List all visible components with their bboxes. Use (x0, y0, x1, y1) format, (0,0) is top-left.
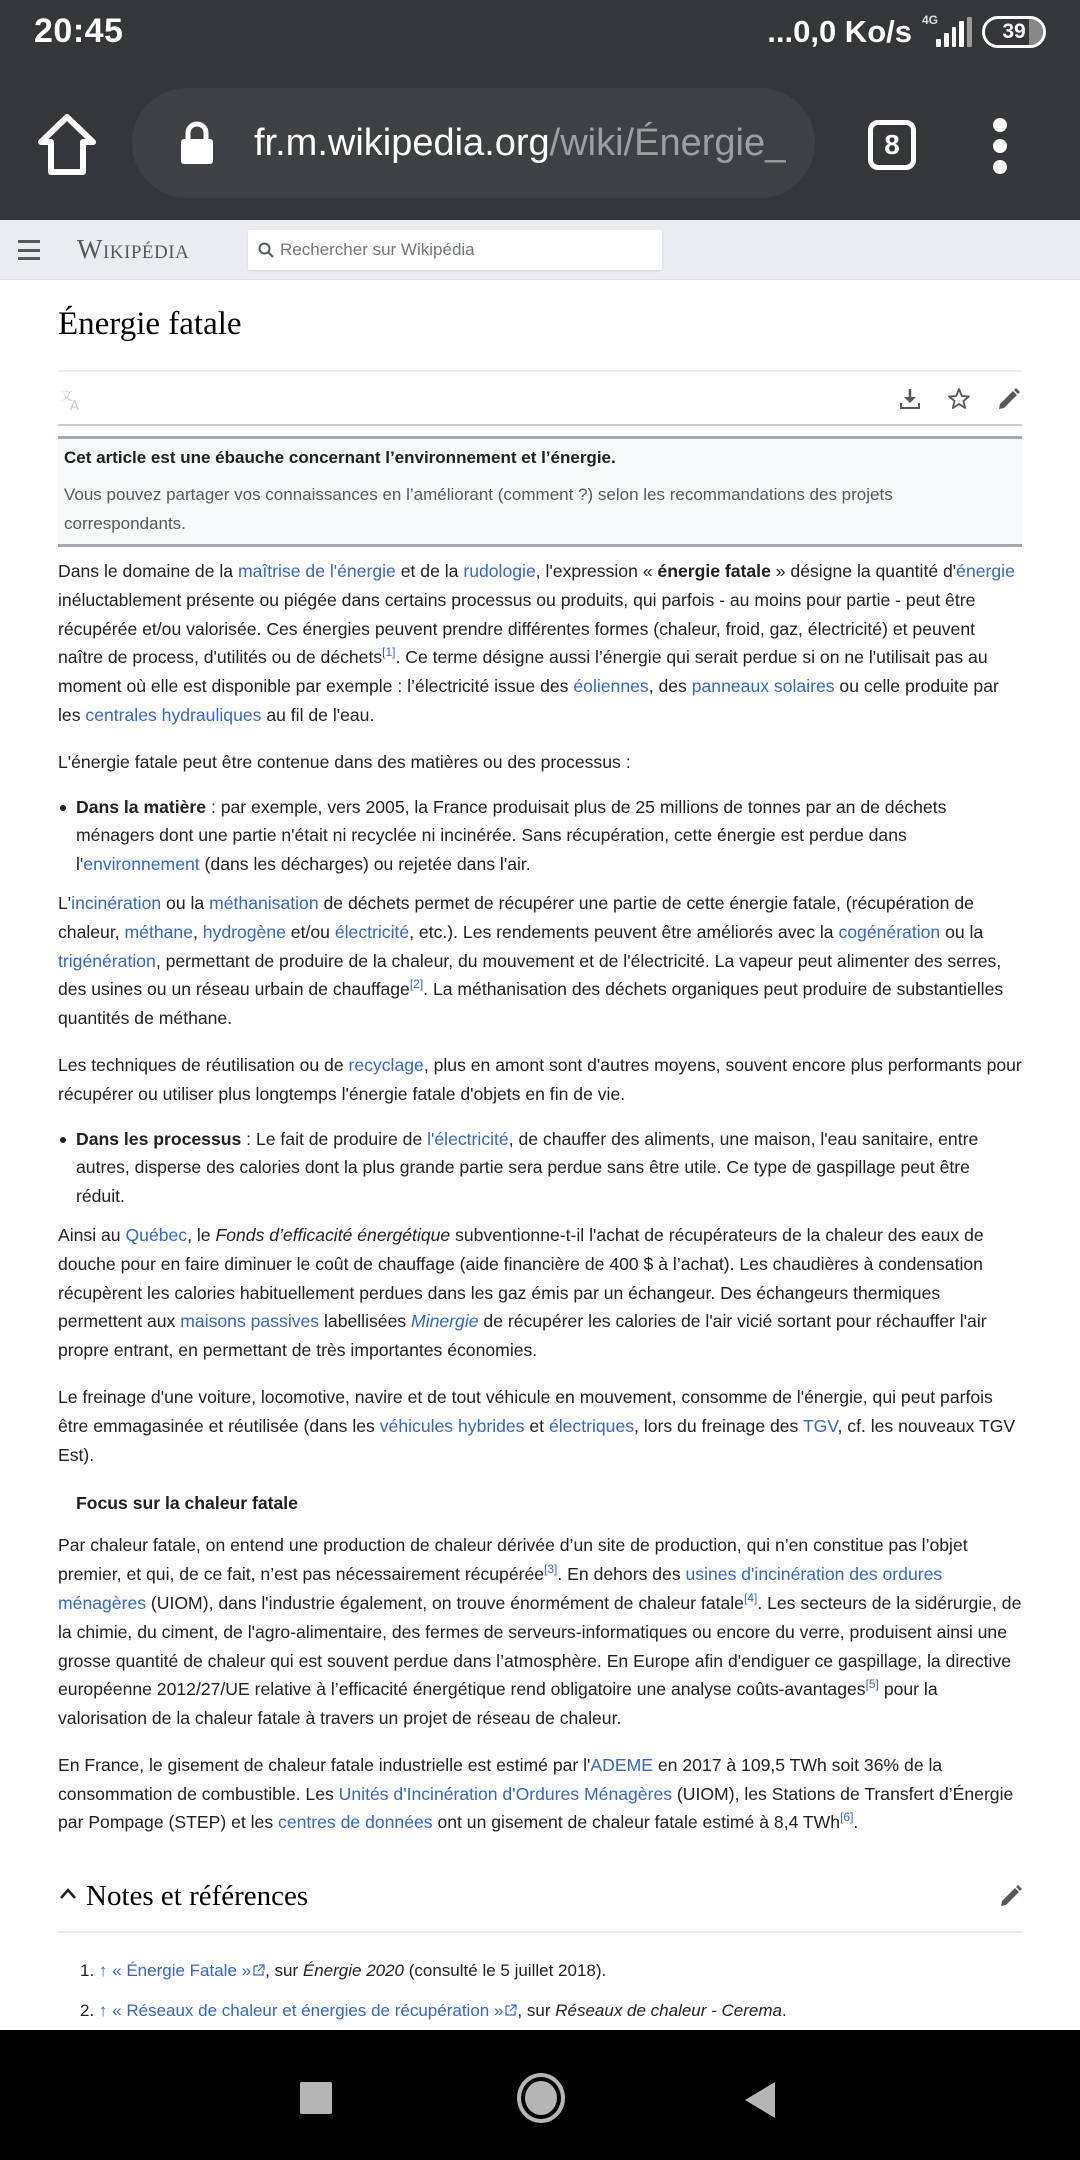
link-maitrise-energie[interactable]: maîtrise de l'énergie (237, 561, 396, 581)
paragraph-contenue: L'énergie fatale peut être contenue dans des matières ou des processus : (58, 751, 631, 772)
status-bar (0, 0, 1080, 70)
back-link[interactable]: ↑ (98, 2001, 108, 2021)
main-menu-button[interactable] (18, 240, 40, 260)
ref-3[interactable]: [3] (544, 1562, 558, 1577)
recent-apps-button[interactable] (300, 2082, 332, 2114)
paragraph-intro: Dans le domaine de la maîtrise de l'énergie et de la rudologie, l'expression « énergie fatale » désigne la quantité d'énergie inéluctablement présente ou piégée dans certains processus ou produits, qui parfois - au moins pour partie - peut être récupérée et/ou valorisée. Ces énergies peuvent prendre différentes formes (chaleur, froid, gaz, électricité) et peuvent naître de process, d'utilités ou de déchets[1]. Ce terme désigne aussi l’énergie qui serait perdue si on ne l'utilisait pas au moment où elle est disponible par exemple : l’électricité issue des éoliennes, des panneaux solaires ou celle produite par les centrales hydrauliques au fil de l'eau. (58, 561, 1015, 725)
download-icon (898, 386, 922, 412)
wiki-header (0, 220, 1080, 280)
signal-icon (922, 13, 972, 47)
search-input[interactable] (280, 240, 640, 260)
back-link[interactable]: ↑ (98, 1961, 108, 1981)
link-incineration[interactable]: incinération (71, 892, 162, 913)
svg-text:文: 文 (60, 389, 74, 404)
wikipedia-logo[interactable]: Wikipédia (77, 234, 190, 264)
edit-pencil-icon (998, 1883, 1022, 1909)
page-actions-bar (58, 370, 1022, 426)
network-type: 4G (922, 13, 939, 27)
link-hydrogene[interactable]: hydrogène (202, 921, 286, 942)
paragraph-chaleur-fatale: Par chaleur fatale, on entend une production de chaleur dérivée d’un site de production, qui n’en constitue pas l’objet premier, et qui, de ce fait, n’est pas nécessairement récupérée[3]. En dehors des usines d'incinération des ordures ménagères (UIOM), dans l'industrie également, on trouve énormément de chaleur fatale[4]. Les secteurs de la sidérurgie, de la chimie, du ciment, de l'agro-alimentaire, des fermes de serveurs-informatiques ou encore du verre, produisent ainsi une grosse quantité de chaleur qui est souvent perdue dans l’atmosphère. En Europe afin d'endiguer ce gaspillage, la directive européenne 2012/27/UE relative à l’efficacité énergétique rend obligatoire une analyse coûts-avantages[5] pour la valorisation de la chaleur fatale à travers un projet de réseau de chaleur. (58, 1535, 1022, 1729)
url-text[interactable] (254, 122, 786, 165)
ref-4[interactable]: [4] (743, 1590, 758, 1605)
home-nav-button[interactable] (517, 2073, 565, 2123)
link-energie[interactable]: énergie (956, 561, 1015, 581)
battery-level: 39 (1002, 20, 1026, 43)
reference-link[interactable]: « Énergie Fatale » (112, 1961, 252, 1981)
reference-item: 2. ↑ « Réseaux de chaleur et énergies de récupération » , sur Réseaux de chaleur - Cerema. (80, 2001, 787, 2021)
address-bar[interactable] (132, 88, 815, 198)
external-link-icon (253, 1964, 265, 1976)
back-button[interactable] (745, 2082, 775, 2118)
tab-switcher-button[interactable]: 8 (868, 120, 916, 170)
link-trigeneration[interactable]: trigénération (58, 950, 156, 971)
page-title: Énergie fatale (58, 306, 242, 342)
link-centres-donnees[interactable]: centres de données (278, 1812, 433, 1833)
link-rudologie[interactable]: rudologie (463, 561, 536, 581)
url-path: /wiki/Énergie_ (549, 121, 787, 164)
section-title: Notes et références (86, 1880, 309, 1913)
watch-button[interactable] (947, 386, 971, 412)
link-electriques[interactable]: électriques (548, 1415, 635, 1436)
reference-item: 1. ↑ « Énergie Fatale » , sur Énergie 2020 (consulté le 5 juillet 2018). (80, 1961, 607, 1981)
browser-toolbar (0, 70, 1080, 220)
link-minergie[interactable]: Minergie (411, 1311, 479, 1332)
system-nav-bar (0, 2030, 1080, 2160)
network-speed: ...0,0 Ko/s (767, 14, 912, 49)
edit-button[interactable] (996, 386, 1020, 412)
link-uiom[interactable]: Unités d'Incinération d'Ordures Ménagères (338, 1783, 673, 1804)
hamburger-icon (18, 240, 40, 243)
bullet-list-processus (58, 1125, 1022, 1211)
chevron-up-icon (58, 1885, 78, 1905)
link-electricite[interactable]: électricité (334, 921, 410, 942)
link-methane[interactable]: méthane (124, 921, 193, 942)
reference-link[interactable]: « Réseaux de chaleur et énergies de récupération » (112, 2001, 504, 2021)
search-icon (258, 242, 274, 258)
list-item: Dans la matière : par exemple, vers 2005, la France produisait plus de 25 millions de tonnes par an de déchets ménagers dont une partie n'était ni recyclée ni incinérée. Sans récupération, cette énergie est perdue dans l'environnement (dans les décharges) ou rejetée dans l'air. (58, 793, 1022, 879)
paragraph-france: En France, le gisement de chaleur fatale industrielle est estimé par l'ADEME en 2017 à 109,5 TWh soit 36% de la consommation de combustible. Les Unités d'Incinération d'Ordures Ménagères (UIOM), les Stations de Transfert d’Énergie par Pompage (STEP) et les centres de données ont un gisement de chaleur fatale estimé à 8,4 TWh[6]. (58, 1754, 1014, 1833)
list-item: Dans les processus : Le fait de produire de l'électricité, de chauffer des aliments, une maison, l'eau sanitaire, entre autres, disperse des calories dont la plus grande partie sera perdue sans être utile. Ce type de gaspillage peut être réduit. (58, 1125, 1022, 1211)
stub-notice-heading: Cet article est une ébauche concernant l’environnement et l’énergie. (64, 448, 616, 467)
link-l-electricite[interactable]: l'électricité (427, 1128, 509, 1149)
paragraph-recyclage: Les techniques de réutilisation ou de recyclage, plus en amont sont d'autres moyens, souvent encore plus performants pour récupérer ou utiliser plus longtemps l'énergie fatale d'objets en fin de vie. (58, 1054, 1022, 1104)
battery-icon (982, 16, 1046, 48)
search-box[interactable] (248, 230, 662, 270)
stub-notice[interactable] (58, 436, 1022, 547)
overflow-menu-button[interactable] (990, 118, 1010, 174)
home-icon (36, 112, 98, 178)
lock-icon (180, 121, 214, 165)
home-button[interactable] (36, 112, 98, 178)
link-methanisation[interactable]: méthanisation (209, 892, 319, 913)
link-maisons-passives[interactable]: maisons passives (180, 1311, 320, 1332)
status-icons (767, 14, 1046, 50)
section-edit-button[interactable] (998, 1883, 1022, 1914)
section-header-notes[interactable] (58, 1871, 1022, 1933)
paragraph-freinage: Le freinage d'une voiture, locomotive, navire et de tout véhicule en mouvement, consomme de l'énergie, qui peut parfois être emmagasinée et réutilisée (dans les véhicules hybrides et électriques, lors du freinage des TGV, cf. les nouveaux TGV Est). (58, 1386, 1016, 1465)
home-circle-icon (525, 2081, 557, 2115)
link-tgv[interactable]: TGV (802, 1415, 838, 1436)
ref-2[interactable]: [2] (409, 977, 424, 992)
link-environnement[interactable]: environnement (83, 854, 200, 875)
link-ademe[interactable]: ADEME (590, 1754, 653, 1775)
ref-5[interactable]: [5] (865, 1677, 879, 1692)
ref-1[interactable]: [1] (382, 645, 396, 660)
link-quebec[interactable]: Québec (125, 1224, 188, 1245)
download-button[interactable] (898, 386, 922, 412)
language-icon (60, 386, 84, 412)
link-eoliennes[interactable]: éoliennes (573, 676, 649, 697)
paragraph-incineration: L'incinération ou la méthanisation de déchets permet de récupérer une partie de cette énergie fatale, (récupération de chaleur, méthane, hydrogène et/ou électricité, etc.). Les rendements peuvent être améliorés avec la cogénération ou la trigénération, permettant de produire de la chaleur, du mouvement et de l'électricité. La vapeur peut alimenter des serres, des usines ou un réseau urbain de chauffage[2]. La méthanisation des déchets organiques peut produire de substantielles quantités de méthane. (58, 892, 1004, 1029)
watch-star-icon (947, 386, 971, 412)
edit-pencil-icon (996, 386, 1020, 412)
link-centrales-hydrauliques[interactable]: centrales hydrauliques (85, 704, 262, 725)
svg-text:A: A (70, 399, 79, 412)
link-vehicules-hybrides[interactable]: véhicules hybrides (379, 1415, 525, 1436)
url-host: fr.m.wikipedia.org (254, 121, 550, 164)
overflow-menu-icon (993, 118, 1007, 132)
paragraph-quebec: Ainsi au Québec, le Fonds d’efficacité énergétique subventionne-t-il l'achat de récupérateurs de la chaleur des eaux de douche pour en faire diminuer le coût de chauffage (aide financière de 400 $ à l’achat). Les chaudières à condensation récupèrent les calories habituellement perdues dans les gaz émis par un échangeur. Des échangeurs thermiques permettent aux maisons passives labellisées Minergie de récupérer les calories de l'air vicié sortant pour réchauffer l'air propre entrant, en permettant de très importantes économies. (58, 1224, 987, 1361)
bold-term: énergie fatale (657, 561, 771, 581)
link-panneaux-solaires[interactable]: panneaux solaires (691, 676, 835, 697)
clock: 20:45 (34, 12, 124, 50)
article-content (58, 280, 1022, 2111)
bullet-list-matiere (58, 793, 1022, 879)
subheading-chaleur-fatale: Focus sur la chaleur fatale (76, 1493, 298, 1514)
language-button[interactable] (60, 386, 84, 417)
link-recyclage[interactable]: recyclage (348, 1054, 424, 1075)
stub-notice-body: Vous pouvez partager vos connaissances en l’améliorant (comment ?) selon les recommandations des projets correspondants. (64, 485, 893, 533)
link-cogeneration[interactable]: cogénération (838, 921, 941, 942)
link-usines-incineration[interactable]: usines d'incinération des ordures ménagères (58, 1564, 943, 1613)
ref-6[interactable]: [6] (840, 1810, 854, 1825)
external-link-icon (505, 2004, 517, 2016)
